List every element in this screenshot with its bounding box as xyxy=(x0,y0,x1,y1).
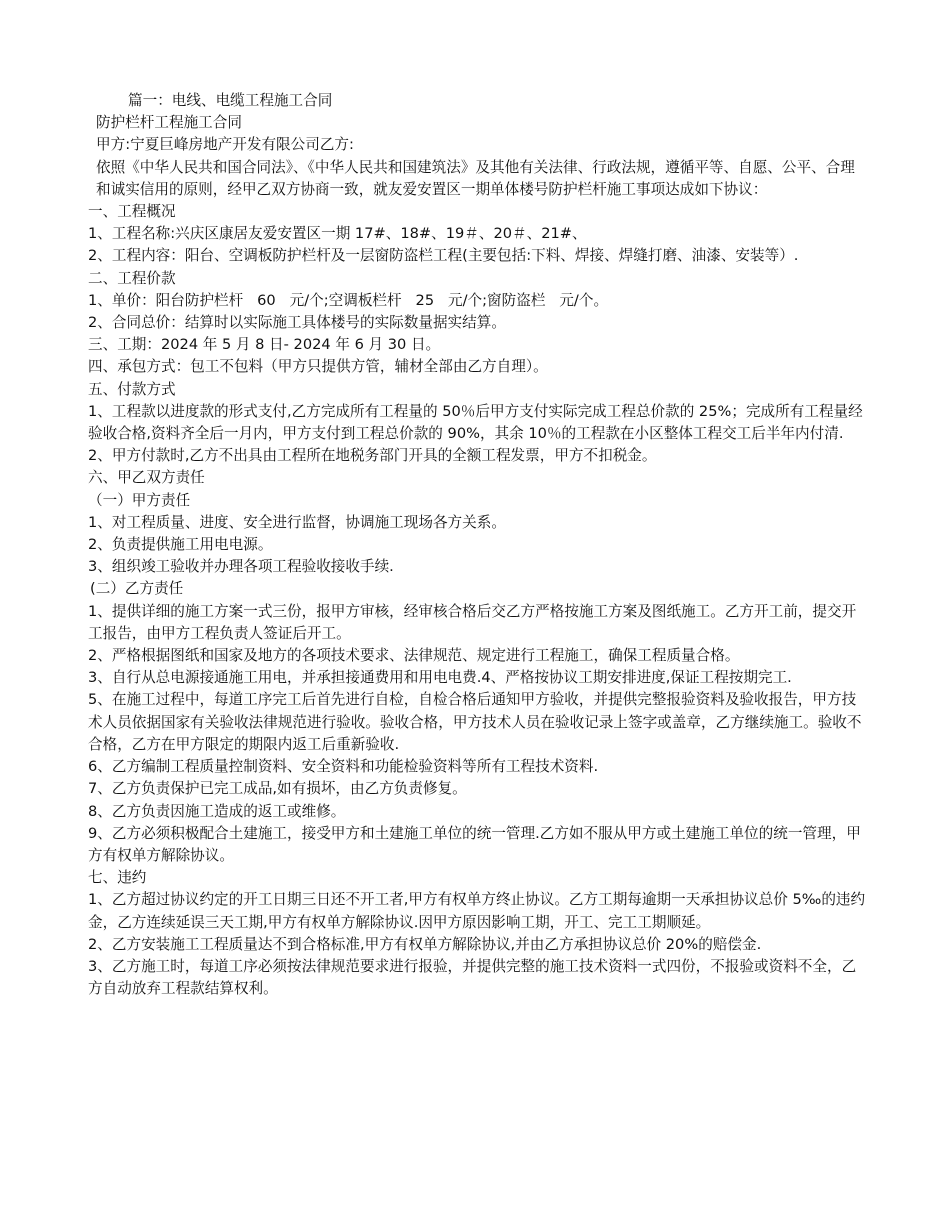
paragraph: 依照《中华人民共和国合同法》、《中华人民共和国建筑法》及其他有关法律、行政法规，遵循平等、自愿、公平、合理和诚实信用的原则，经甲乙双方协商一致，就友爱安置区一期单体楼号防护栏杆施工事项达成如下协议： xyxy=(96,158,855,198)
paragraph: 2、严格根据图纸和国家及地方的各项技术要求、法律规范、规定进行工程施工，确保工程质量合格。 xyxy=(88,647,740,665)
document-title: 篇一：电线、电缆工程施工合同 xyxy=(128,92,333,109)
paragraph: 2、甲方付款时,乙方不出具由工程所在地税务部门开具的全额工程发票，甲方不扣税金。 xyxy=(88,447,657,465)
paragraph: 9、乙方必须积极配合土建施工，接受甲方和土建施工单位的统一管理.乙方如不服从甲方或土建施工单位的统一管理，甲方有权单方解除协议。 xyxy=(88,824,861,864)
contract-document xyxy=(88,90,866,1000)
paragraph: 3、自行从总电源接通施工用电，并承担接通费用和用电电费.4、严格按协议工期安排进度,保证工程按期完工. xyxy=(88,669,792,687)
paragraph: 1、单价：阳台防护栏杆 60 元/个;空调板栏杆 25 元/个;窗防盗栏 元/个。 xyxy=(88,291,609,309)
paragraph: 1、提供详细的施工方案一式三份，报甲方审核，经审核合格后交乙方严格按施工方案及图纸施工。乙方开工前，提交开工报告，由甲方工程负责人签证后开工。 xyxy=(88,602,857,642)
section-heading: 一、工程概况 xyxy=(88,203,176,221)
paragraph: 1、工程款以进度款的形式支付,乙方完成所有工程量的 50％后甲方支付实际完成工程总价款的 25%；完成所有工程量经验收合格,资料齐全后一月内，甲方支付到工程总价款的 90%，其余 10％的工程款在小区整体工程交工后半年内付清. xyxy=(88,402,863,443)
section-heading: 四、承包方式：包工不包料（甲方只提供方管，辅材全部由乙方自理）。 xyxy=(88,358,548,376)
paragraph: 8、乙方负责因施工造成的返工或维修。 xyxy=(88,802,346,820)
paragraph: 1、工程名称:兴庆区康居友爱安置区一期 17#、18#、19＃、20＃、21#、 xyxy=(88,225,587,243)
paragraph: 1、乙方超过协议约定的开工日期三日还不开工者,甲方有权单方终止协议。乙方工期每逾期一天承担协议总价 5‰的违约金，乙方连续延误三天工期,甲方有权单方解除协议.因甲方原因影响工期，开工、完工工期顺延。 xyxy=(88,891,866,931)
section-heading: 七、违约 xyxy=(88,869,147,887)
section-heading: 六、甲乙双方责任 xyxy=(88,469,205,487)
party-line: 甲方:宁夏巨峰房地产开发有限公司乙方: xyxy=(96,136,354,154)
paragraph: 3、组织竣工验收并办理各项工程验收接收手续. xyxy=(88,558,394,576)
section-heading: 二、工程价款 xyxy=(88,269,176,287)
section-heading: 五、付款方式 xyxy=(88,380,176,398)
paragraph: 2、合同总价：结算时以实际施工具体楼号的实际数量据实结算。 xyxy=(88,314,506,332)
subsection-heading: （一）甲方责任 xyxy=(88,491,191,509)
paragraph: 5、在施工过程中，每道工序完工后首先进行自检，自检合格后通知甲方验收，并提供完整报验资料及验收报告，甲方技术人员依据国家有关验收法律规范进行验收。验收合格，甲方技术人员在验收记录上签字或盖章，乙方继续施工。验收不合格，乙方在甲方限定的期限内返工后重新验收. xyxy=(88,691,862,753)
paragraph: 6、乙方编制工程质量控制资料、安全资料和功能检验资料等所有工程技术资料. xyxy=(88,758,599,776)
subsection-heading: (二）乙方责任 xyxy=(90,580,184,598)
paragraph: 3、乙方施工时，每道工序必须按法律规范要求进行报验，并提供完整的施工技术资料一式四份，不报验或资料不全，乙方自动放弃工程款结算权利。 xyxy=(88,957,857,998)
paragraph: 2、乙方安装施工工程质量达不到合格标准,甲方有权单方解除协议,并由乙方承担协议总价 20%的赔偿金. xyxy=(88,935,762,953)
document-subtitle: 防护栏杆工程施工合同 xyxy=(96,114,242,132)
paragraph: 2、负责提供施工用电电源。 xyxy=(88,536,273,554)
paragraph: 7、乙方负责保护已完工成品,如有损坏，由乙方负责修复。 xyxy=(88,780,467,798)
paragraph: 1、对工程质量、进度、安全进行监督，协调施工现场各方关系。 xyxy=(88,513,506,531)
paragraph: 2、工程内容：阳台、空调板防护栏杆及一层窗防盗栏工程(主要包括:下料、焊接、焊缝打磨、油漆、安装等）. xyxy=(88,247,799,265)
section-heading: 三、工期：2024 年 5 月 8 日- 2024 年 6 月 30 日。 xyxy=(88,336,441,354)
